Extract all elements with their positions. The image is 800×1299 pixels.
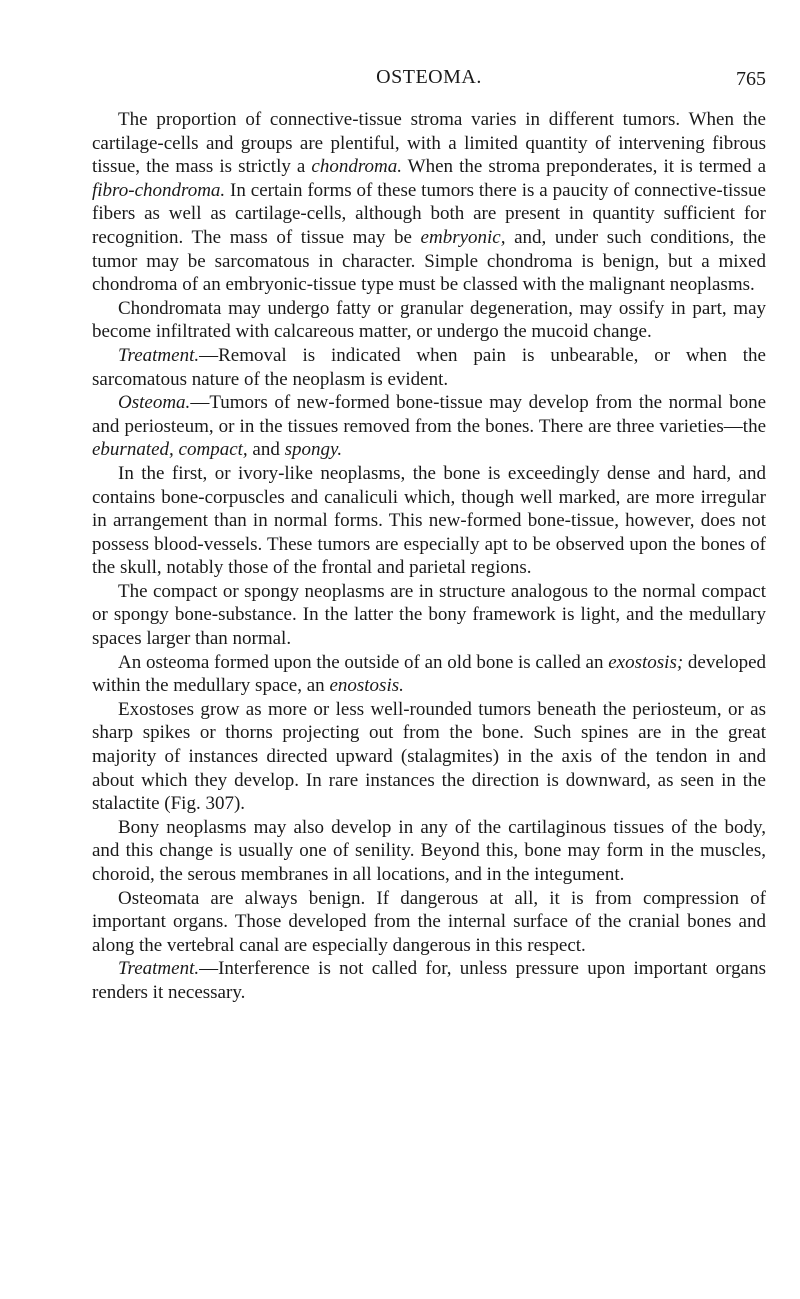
- text-run: —Tumors of new-formed bone-tissue may develop from the normal bone and periosteum, or in the tissues removed from the bones. There are three varieties—the: [92, 392, 766, 437]
- italic-term: fibro-chondroma.: [92, 179, 226, 201]
- italic-term: embryonic,: [420, 226, 506, 248]
- italic-term: exostosis;: [608, 651, 684, 673]
- running-head: OSTEOMA.: [376, 66, 482, 88]
- text-run: developed within the medullary space, an: [92, 651, 767, 697]
- paragraph: [92, 698, 766, 816]
- text-run: Chondromata may undergo fatty or granular degeneration, may ossify in part, may become infiltrated with calcareous matter, or undergo the mucoid change.: [92, 297, 766, 343]
- paragraph: [92, 344, 766, 391]
- paragraph: [92, 887, 766, 958]
- text-run: The compact or spongy neoplasms are in structure analogous to the normal compact or spongy bone-substance. In the latter the bony framework is light, and the medullary spaces larger than normal.: [92, 580, 766, 650]
- text-run: and: [247, 439, 285, 461]
- text-run: When the stroma preponderates, it is termed a: [401, 156, 767, 178]
- text-run: —Interference is not called for, unless pressure upon important organs renders it necessary.: [92, 958, 766, 1003]
- paragraph: [92, 651, 766, 698]
- paragraph: [92, 462, 766, 580]
- text-run: Exostoses grow as more or less well-rounded tumors beneath the periosteum, or as sharp spikes or thorns projecting out from the bone. Such spines are in the great majority of instances directed upward (stalagmites) in the axis of the tendon in and about which they develop. In rare instances the direction is downward, as seen in the stalactite (Fig. 307).: [92, 698, 766, 815]
- text-run: The proportion of connective-tissue stroma varies in different tumors. When the cartilage-cells and groups are plentiful, with a limited quantity of intervening fibrous tissue, the mass is strictly a: [92, 109, 766, 178]
- italic-term: Treatment.: [118, 344, 200, 366]
- italic-term: Osteoma.: [118, 392, 191, 414]
- text-run: In certain forms of these tumors there is a paucity of connective-tissue fibers as well as cartilage-cells, although both are present in quantity sufficient for recognition. The mass of tissue may be: [92, 179, 766, 248]
- italic-term: enostosis.: [329, 675, 404, 697]
- italic-term: compact,: [178, 439, 248, 461]
- italic-term: Treatment.: [118, 958, 200, 980]
- paragraph: [92, 391, 766, 462]
- page-header: [92, 64, 766, 94]
- text-run: Bony neoplasms may also develop in any of the cartilaginous tissues of the body, and this change is usually one of senility. Beyond this, bone may form in the muscles, choroid, the serous membranes in all locations, and in the integument.: [92, 816, 766, 885]
- text-run: —Removal is indicated when pain is unbearable, or when the sarcomatous nature of the neoplasm is evident.: [92, 344, 766, 390]
- italic-term: spongy.: [284, 439, 343, 461]
- paragraph: [92, 297, 766, 344]
- body-text: [92, 108, 766, 1005]
- text-run: In the first, or ivory-like neoplasms, the bone is exceedingly dense and hard, and contains bone-corpuscles and canaliculi which, though well marked, are more irregular in arrangement than in normal forms. This new-formed bone-tissue, however, does not possess blood-vessels. These tumors are especially apt to be observed upon the bones of the skull, notably those of the frontal and parietal regions.: [92, 462, 766, 579]
- paragraph: [92, 957, 766, 1004]
- italic-term: eburnated,: [92, 439, 174, 461]
- text-run: and, under such conditions, the tumor may be sarcomatous in character. Simple chondroma is benign, but a mixed chondroma of an embryonic-tissue type must be classed with the malignant neoplasms.: [92, 226, 766, 296]
- paragraph: [92, 816, 766, 887]
- paragraph: [92, 580, 766, 651]
- paragraph: [92, 108, 766, 297]
- italic-term: chondroma.: [311, 156, 402, 178]
- text-run: An osteoma formed upon the outside of an old bone is called an: [118, 651, 609, 673]
- text-run: Osteomata are always benign. If dangerous at all, it is from compression of important organs. Those developed from the internal surface of the cranial bones and along the vertebral canal are especially dangerous in this respect.: [92, 887, 766, 956]
- page-number: 765: [736, 68, 766, 90]
